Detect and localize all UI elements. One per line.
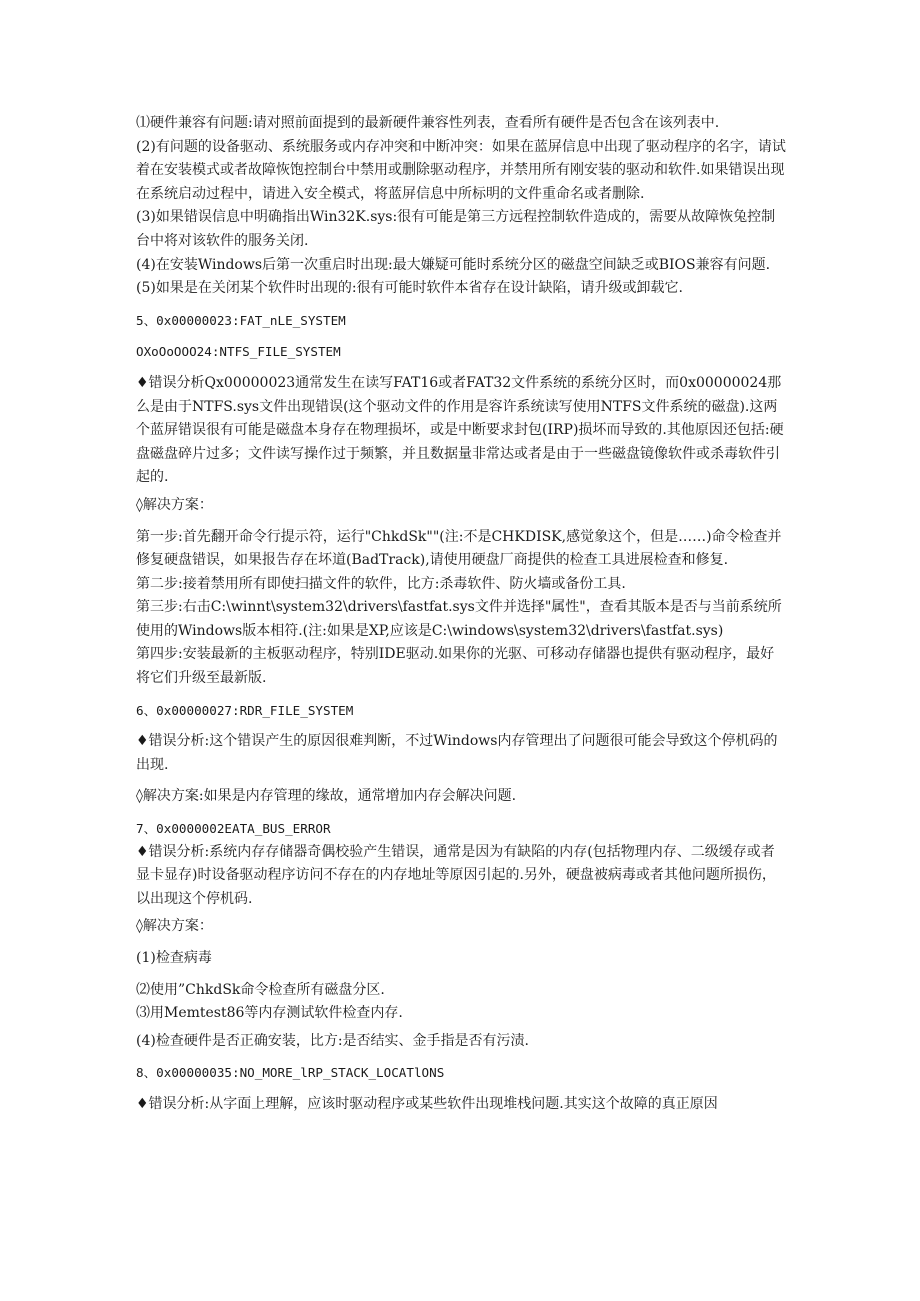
heading-7-data-bus-error: 7、0x0000002EATA_BUS_ERROR [136,821,331,837]
cause-1-hardware-compatibility: ⑴硬件兼容有问题:请对照前面提到的最新硬件兼容性列表，查看所有硬件是否包含在该列表中. [136,115,720,131]
step-1: 第一步:首先翻开命令行提示符，运行"ChkdSk""(注:不是CHKDISK,感觉象这个，但是……)命令检查并修复硬盘错误，如果报告存在坏道(BadTrack),请使用硬盘厂商提供的检查工具进展检查和修复. [136,528,782,569]
analysis-7: ♦错误分析:系统内存存储器奇偶校验产生错误，通常是因为有缺陷的内存(包括物理内存、二级缓存或者显卡显存)时设备驱动程序访问不存在的内存地址等原因引起的.另外，硬盘被病毒或者其他问题所损伤，以出现这个停机码. [136,843,776,907]
heading-6-rdr-file-system: 6、0x00000027:RDR_FILE_SYSTEM [136,702,354,718]
solution-7-item-1: (1)检查病毒 [136,950,212,966]
solution-7-item-4: (4)检查硬件是否正确安装，比方:是否结实、金手指是否有污渍. [136,1032,529,1049]
heading-ntfs-file-system: OXoOoOOO24:NTFS_FILE_SYSTEM [136,344,341,360]
solution-6: ◊解决方案:如果是内存管理的缘故，通常增加内存会解决问题. [136,788,517,805]
solution-7-item-3: ⑶用Memtest86等内存测试软件检查内存. [136,1005,403,1022]
heading-8-no-more-irp: 8、0x00000035:NO_MORE_lRP_STACK_LOCATlONS [136,1065,445,1081]
solution-5-label: ◊解决方案： [136,496,213,513]
analysis-6: ♦错误分析:这个错误产生的原因很难判断，不过Windows内存管理出了问题很可能会导致这个停机码的出现. [136,733,778,773]
solution-7-item-2: ⑵使用”ChkdSk命令检查所有磁盘分区. [136,981,385,998]
solution-7-label: ◊解决方案： [136,918,213,935]
cause-2-device-driver: (2)有问题的设备驱动、系统服务或内存冲突和中断冲突：如果在蓝屏信息中出现了驱动程序的名字，请试着在安装模式或者故障恢饱控制台中禁用或删除驱动程序，并禁用所有刚安装的驱动和软件.如果错误出现在系统启动过程中，请进入安全模式，将蓝屏信息中所标明的文件重命名或者删除. [136,138,786,202]
step-4: 第四步:安装最新的主板驱动程序，特别IDE驱动.如果你的光驱、可移动存储器也提供有驱动程序，最好将它们升级至最新版. [136,646,775,687]
analysis-5: ♦错误分析Qx00000023通常发生在读写FAT16或者FAT32文件系统的系统分区时，而0x00000024那么是由于NTFS.sys文件出现错误(这个驱动文件的作用是容许系统读写使用NTFS文件系统的磁盘).这两个蓝屏错误很有可能是磁盘本身存在物理损坏，或是中断要求封包(IRP)损坏而导致的.其他原因还包括:硬盘磁盘碎片过多；文件读写操作过于频繁，并且数据量非常达或者是由于一些磁盘镜像软件或杀毒软件引起的. [136,374,784,486]
heading-5-fat-file-system: 5、0x00000023:FAT_nLE_SYSTEM [136,312,346,328]
analysis-8: ♦错误分析:从字面上理解，应该时驱动程序或某些软件出现堆栈问题.其实这个故障的真正原因 [136,1095,718,1112]
step-2: 第二步:接着禁用所有即使扫描文件的软件，比方:杀毒软件、防火墙或备份工具. [136,575,626,592]
cause-5-closing-software: (5)如果是在关闭某个软件时出现的:很有可能时软件本省存在设计缺陷，请升级或卸载它. [136,280,683,297]
cause-3-win32k: (3)如果错误信息中明确指出Win32K.sys:很有可能是第三方远程控制软件造成的，需要从故障恢兔控制台中将对该软件的服务关闭. [136,209,776,249]
cause-4-first-reboot: (4)在安装Windows后第一次重启时出现:最大嫌疑可能时系统分区的磁盘空间缺乏或BIOS兼容有问题. [136,256,771,273]
step-3: 第三步:右击C:\winnt\system32\drivers\fastfat.sys文件并选择"属性"，查看其版本是否与当前系统所使用的Windows版本相符.(注:如果是XP,应该是C:\windows\system32\drivers\fastfat.sys) [136,599,782,639]
document-page [136,112,786,1117]
